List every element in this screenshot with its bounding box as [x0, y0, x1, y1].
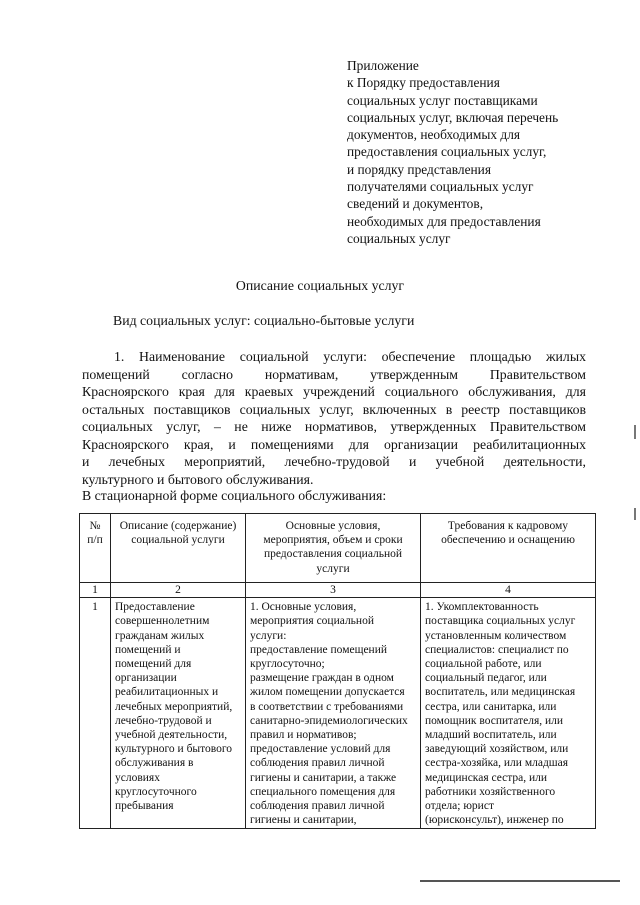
- table-column-numbers-row: [80, 583, 596, 598]
- cell-line: круглосуточного: [115, 785, 197, 798]
- cell-line: поставщика социальных услуг: [425, 615, 576, 628]
- cell-line: установленным количеством: [425, 629, 567, 642]
- column-number: 3: [246, 583, 421, 598]
- cell-line: соблюдения правил личной: [250, 757, 385, 770]
- cell-line: правил и нормативов;: [250, 729, 357, 742]
- cell-line: заведующий хозяйством, или: [425, 743, 569, 756]
- column-number: 2: [111, 583, 246, 598]
- appendix-line: социальных услуг: [347, 230, 451, 246]
- paragraph-line: социальных услуг, – не ниже нормативов, утвержденных Правительством: [82, 419, 586, 434]
- table-row: [80, 598, 596, 829]
- header-requirements: [421, 514, 596, 583]
- cell-line: размещение граждан в одном: [250, 672, 394, 685]
- appendix-line: получателями социальных услуг: [347, 179, 534, 195]
- cell-line: совершеннолетним: [115, 615, 210, 628]
- cell-line: предоставление помещений: [250, 643, 388, 656]
- cell-line: пребывания: [115, 800, 174, 813]
- cell-line: санитарно-эпидемиологических: [250, 714, 408, 727]
- paragraph-line: Красноярского края, и помещениями для организации реабилитационных: [82, 436, 586, 452]
- appendix-line: документов, необходимых для: [347, 127, 521, 143]
- row-requirements: [421, 598, 596, 829]
- cell-line: специалистов: специалист по: [425, 643, 569, 656]
- cell-line: 1. Укомплектованность: [425, 601, 539, 614]
- cell-line: №: [89, 520, 101, 532]
- table-header-row: [80, 514, 596, 583]
- cell-line: 1. Основные условия,: [250, 601, 357, 614]
- cell-line: обеспечению и оснащению: [441, 534, 575, 547]
- paragraph-line: Красноярского края для краевых учреждений социального обслуживания, для: [82, 384, 586, 399]
- appendix-block: [347, 57, 617, 247]
- cell-line: Требования к кадровому: [447, 520, 569, 532]
- cell-line: в соответствии с требованиями: [250, 700, 404, 713]
- paragraph-line: помещений согласно нормативам, утвержденным Правительством: [82, 366, 586, 382]
- appendix-line: сведений и документов,: [347, 196, 484, 212]
- cell-line: учебной деятельности,: [115, 729, 228, 742]
- cell-line: гигиены и санитарии,: [250, 814, 357, 827]
- header-conditions: [246, 514, 421, 583]
- services-table: [79, 513, 596, 829]
- cell-line: работники хозяйственного: [425, 785, 556, 798]
- cell-line: обслуживания в: [115, 757, 194, 770]
- cell-line: младший воспитатель, или: [425, 729, 557, 742]
- cell-line: мероприятия, объем и сроки: [263, 534, 403, 547]
- service-name-paragraph: [82, 348, 586, 488]
- row-number: 1: [80, 598, 111, 829]
- paragraph-line: культурного и бытового обслуживания.: [82, 471, 314, 487]
- cell-line: помощник воспитателя, или: [425, 714, 564, 727]
- cell-line: культурного и бытового: [115, 743, 233, 756]
- service-type-heading: Вид социальных услуг: социально-бытовые услуги: [113, 313, 415, 328]
- cell-line: жилом помещении допускается: [250, 686, 405, 699]
- cell-line: медицинская сестра, или: [425, 771, 548, 784]
- scan-edge-line: [420, 880, 620, 882]
- cell-line: сестра, или санитарка, или: [425, 700, 557, 713]
- cell-line: сестра-хозяйка, или младшая: [425, 757, 569, 770]
- cell-line: предоставление условий для: [250, 743, 391, 756]
- cell-line: реабилитационных и: [115, 686, 219, 699]
- cell-line: Предоставление: [115, 601, 195, 614]
- cell-line: услуги:: [250, 629, 287, 642]
- cell-line: помещений и: [115, 643, 181, 656]
- cell-line: предоставления социальной: [263, 548, 403, 561]
- cell-line: соблюдения правил личной: [250, 800, 385, 813]
- appendix-line: необходимых для предоставления: [347, 213, 541, 229]
- cell-line: (юрисконсульт), инженер по: [425, 814, 564, 827]
- cell-line: лечебных мероприятий,: [115, 700, 233, 713]
- cell-line: гигиены и санитарии, а также: [250, 771, 397, 784]
- cell-line: услуги: [316, 562, 350, 575]
- paragraph-line: остальных поставщиков социальных услуг, включенных в реестр поставщиков: [82, 401, 586, 417]
- cell-line: гражданам жилых: [115, 629, 205, 642]
- appendix-line: социальных услуг поставщиками: [347, 92, 538, 108]
- cell-line: мероприятия социальной: [250, 615, 374, 628]
- cell-line: социальный педагог, или: [425, 672, 547, 685]
- cell-line: лечебно-трудовой и: [115, 714, 212, 727]
- document-title: Описание социальных услуг: [235, 278, 405, 293]
- paragraph-line: и лечебных мероприятий, лечебно-трудовой и учебной деятельности,: [82, 454, 586, 469]
- cell-line: социальной работе, или: [425, 658, 542, 671]
- cell-line: п/п: [87, 534, 103, 547]
- column-number: 4: [421, 583, 596, 598]
- cell-line: круглосуточно;: [250, 658, 325, 671]
- service-form-line: В стационарной форме социального обслуживания:: [82, 488, 387, 503]
- cell-line: Описание (содержание): [119, 520, 237, 532]
- cell-line: воспитатель, или медицинская: [425, 686, 576, 699]
- appendix-line: к Порядку предоставления: [347, 75, 500, 91]
- scan-edge-mark: [634, 508, 636, 520]
- scan-edge-mark: [634, 425, 636, 439]
- row-description: [111, 598, 246, 829]
- cell-line: Основные условия,: [285, 520, 381, 532]
- row-conditions: [246, 598, 421, 829]
- column-number: 1: [80, 583, 111, 598]
- appendix-line: социальных услуг, включая перечень: [347, 109, 559, 125]
- cell-line: отдела; юрист: [425, 800, 494, 813]
- cell-line: организации: [115, 672, 177, 685]
- cell-line: условиях: [115, 771, 160, 784]
- appendix-line: и порядку представления: [347, 161, 492, 177]
- header-description: [111, 514, 246, 583]
- header-number: [80, 514, 111, 583]
- cell-line: помещений для: [115, 658, 192, 671]
- appendix-line: предоставления социальных услуг,: [347, 144, 547, 160]
- paragraph-line: 1. Наименование социальной услуги: обеспечение площадью жилых: [114, 349, 586, 364]
- cell-line: специального помещения для: [250, 785, 396, 798]
- cell-line: социальной услуги: [131, 534, 225, 547]
- appendix-line: Приложение: [347, 58, 419, 73]
